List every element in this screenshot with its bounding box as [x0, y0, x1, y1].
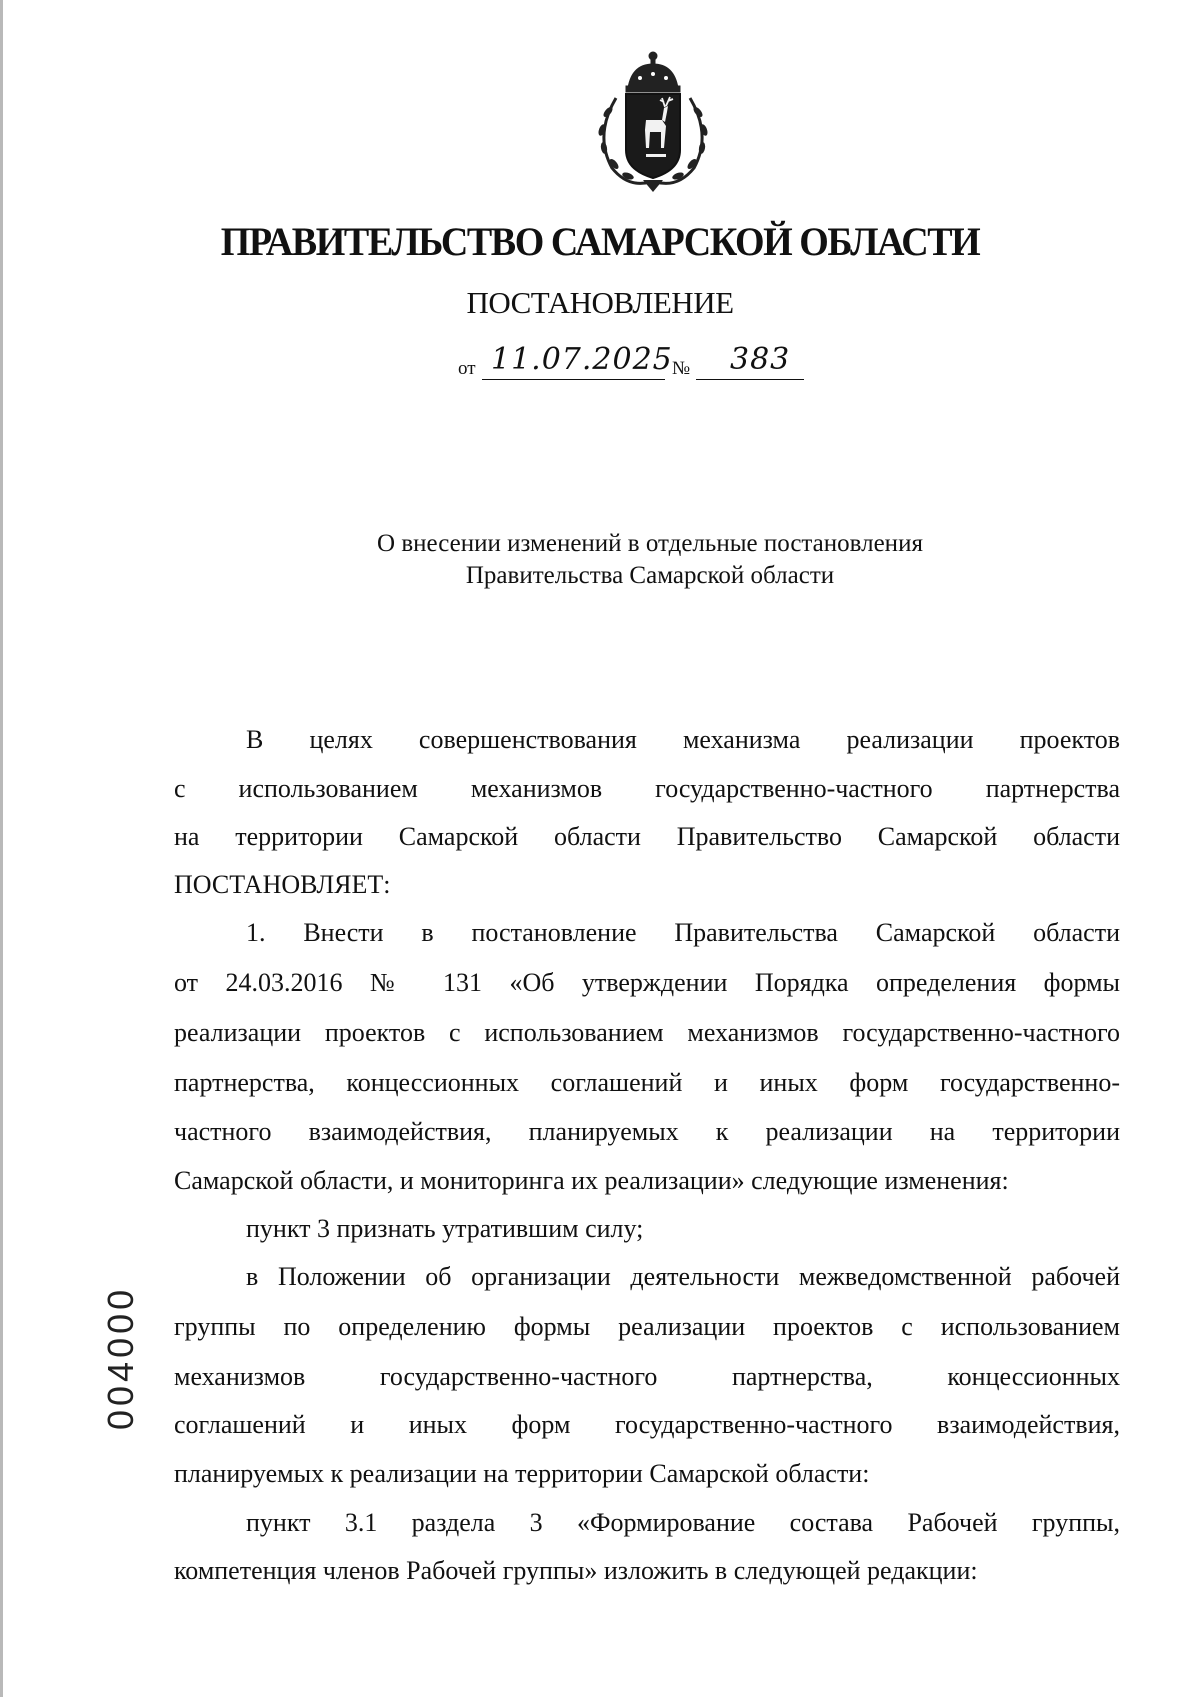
body-line: В целях совершенствования механизма реализации проектов [246, 725, 1120, 754]
subject-line: О внесении изменений в отдельные постановления [377, 530, 923, 557]
date-value: 11.07.2025 [491, 342, 673, 377]
body-line: партнерства, концессионных соглашений и иных форм государственно- [174, 1068, 1120, 1097]
body-line: на территории Самарской области Правительство Самарской области [174, 822, 1120, 851]
number-label: № [672, 358, 691, 379]
government-title: ПРАВИТЕЛЬСТВО САМАРСКОЙ ОБЛАСТИ [220, 219, 980, 264]
side-stamp-number: 004000 [100, 1285, 141, 1430]
body-line: соглашений и иных форм государственно-частного взаимодействия, [174, 1410, 1120, 1439]
body-line: 1. Внести в постановление Правительства Самарской области [246, 918, 1120, 947]
date-label: от [458, 358, 476, 379]
document-type: ПОСТАНОВЛЕНИЕ [466, 285, 734, 320]
body-line: пункт 3 признать утратившим силу; [246, 1214, 644, 1243]
body-line: от 24.03.2016 № 131 «Об утверждении Порядка определения формы [174, 968, 1120, 997]
body-line: частного взаимодействия, планируемых к реализации на территории [174, 1117, 1120, 1146]
coat-of-arms-emblem [588, 50, 718, 192]
body-line: планируемых к реализации на территории Самарской области: [174, 1459, 870, 1488]
body-line: компетенция членов Рабочей группы» изложить в следующей редакции: [174, 1556, 978, 1585]
subject-line: Правительства Самарской области [465, 562, 835, 589]
body-line: механизмов государственно-частного партнерства, концессионных [174, 1362, 1120, 1391]
body-line: группы по определению формы реализации проектов с использованием [174, 1312, 1120, 1341]
body-line: реализации проектов с использованием механизмов государственно-частного [174, 1018, 1120, 1047]
body-line: ПОСТАНОВЛЯЕТ: [174, 870, 391, 899]
document-subject [0, 528, 1200, 592]
body-line: Самарской области, и мониторинга их реализации» следующие изменения: [174, 1166, 1009, 1195]
scan-edge [0, 0, 3, 1697]
number-value: 383 [730, 342, 791, 377]
number-underline [696, 379, 804, 380]
body-line: с использованием механизмов государственно-частного партнерства [174, 774, 1120, 803]
body-line: в Положении об организации деятельности межведомственной рабочей [246, 1262, 1120, 1291]
date-underline [482, 379, 665, 380]
body-line: пункт 3.1 раздела 3 «Формирование состава Рабочей группы, [246, 1508, 1120, 1537]
